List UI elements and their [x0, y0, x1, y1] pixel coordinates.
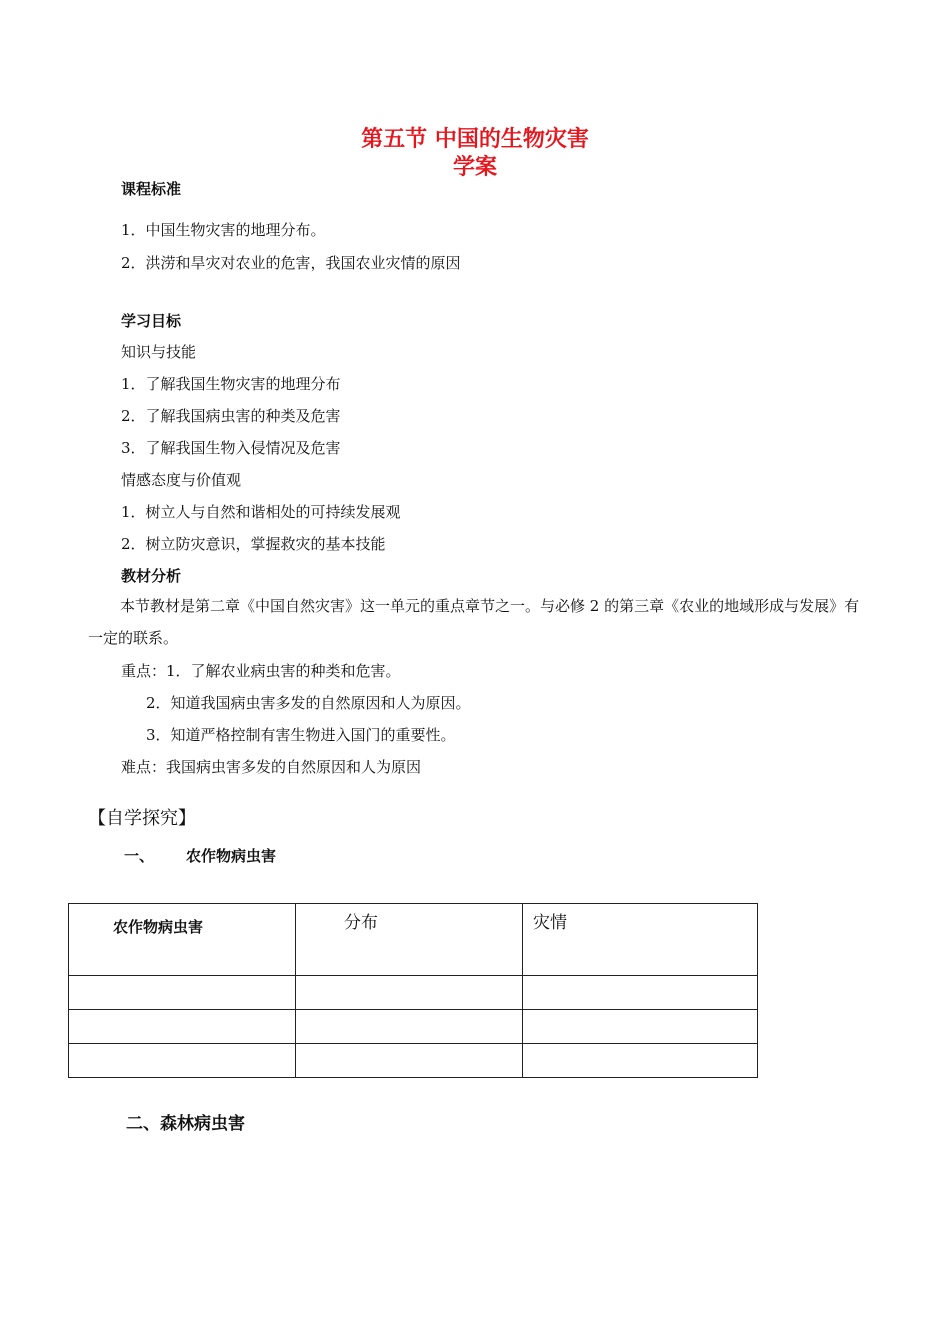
- table-row: [69, 1044, 758, 1078]
- table-cell[interactable]: [296, 1010, 523, 1044]
- knowledge-item: 2．了解我国病虫害的种类及危害: [121, 407, 341, 425]
- key-point: 2．知道我国病虫害多发的自然原因和人为原因。: [146, 694, 471, 712]
- page-subtitle: 学案: [452, 155, 497, 180]
- subheading-knowledge: 知识与技能: [121, 343, 197, 361]
- table-cell[interactable]: [523, 1044, 758, 1078]
- part1-title: 农作物病虫害: [186, 847, 277, 865]
- self-study-heading: 【自学探究】: [88, 808, 196, 829]
- header-label-disaster: 灾情: [533, 913, 567, 933]
- knowledge-item: 1．了解我国生物灾害的地理分布: [121, 375, 341, 393]
- table-header-row: [69, 904, 758, 976]
- header-label-pest: 农作物病虫害: [113, 918, 204, 936]
- table-cell[interactable]: [523, 1010, 758, 1044]
- attitude-item: 1．树立人与自然和谐相处的可持续发展观: [121, 503, 401, 521]
- header-cell: [69, 904, 296, 976]
- key-point: 重点：1．了解农业病虫害的种类和危害。: [121, 662, 401, 680]
- standard-item: 2．洪涝和旱灾对农业的危害，我国农业灾情的原因: [121, 254, 461, 272]
- key-point: 3．知道严格控制有害生物进入国门的重要性。: [146, 726, 456, 744]
- table-cell[interactable]: [69, 976, 296, 1010]
- heading-curriculum-standard: 课程标准: [121, 180, 182, 198]
- table-cell[interactable]: [523, 976, 758, 1010]
- table-row: [69, 1010, 758, 1044]
- heading-learning-goals: 学习目标: [121, 312, 182, 330]
- table-cell[interactable]: [296, 1044, 523, 1078]
- difficulty-point: 难点：我国病虫害多发的自然原因和人为原因: [121, 758, 422, 776]
- header-cell: [523, 904, 758, 976]
- analysis-paragraph: 本节教材是第二章《中国自然灾害》这一单元的重点章节之一。与必修 2 的第三章《农业的地域形成与发展》有一定的联系。: [88, 597, 860, 647]
- heading-material-analysis: 教材分析: [121, 567, 182, 585]
- table-cell[interactable]: [69, 1010, 296, 1044]
- table-cell[interactable]: [296, 976, 523, 1010]
- part1-number: 一、: [124, 847, 155, 865]
- knowledge-item: 3．了解我国生物入侵情况及危害: [121, 439, 341, 457]
- subheading-attitude: 情感态度与价值观: [121, 471, 242, 489]
- part2-title: 二、森林病虫害: [126, 1114, 245, 1134]
- pest-table: [68, 903, 758, 1078]
- header-label-distribution: 分布: [344, 913, 378, 933]
- page-title: 第五节 中国的生物灾害: [361, 127, 589, 152]
- table-cell[interactable]: [69, 1044, 296, 1078]
- table-row: [69, 976, 758, 1010]
- header-cell: [296, 904, 523, 976]
- attitude-item: 2．树立防灾意识，掌握救灾的基本技能: [121, 535, 386, 553]
- standard-item: 1．中国生物灾害的地理分布。: [121, 221, 326, 239]
